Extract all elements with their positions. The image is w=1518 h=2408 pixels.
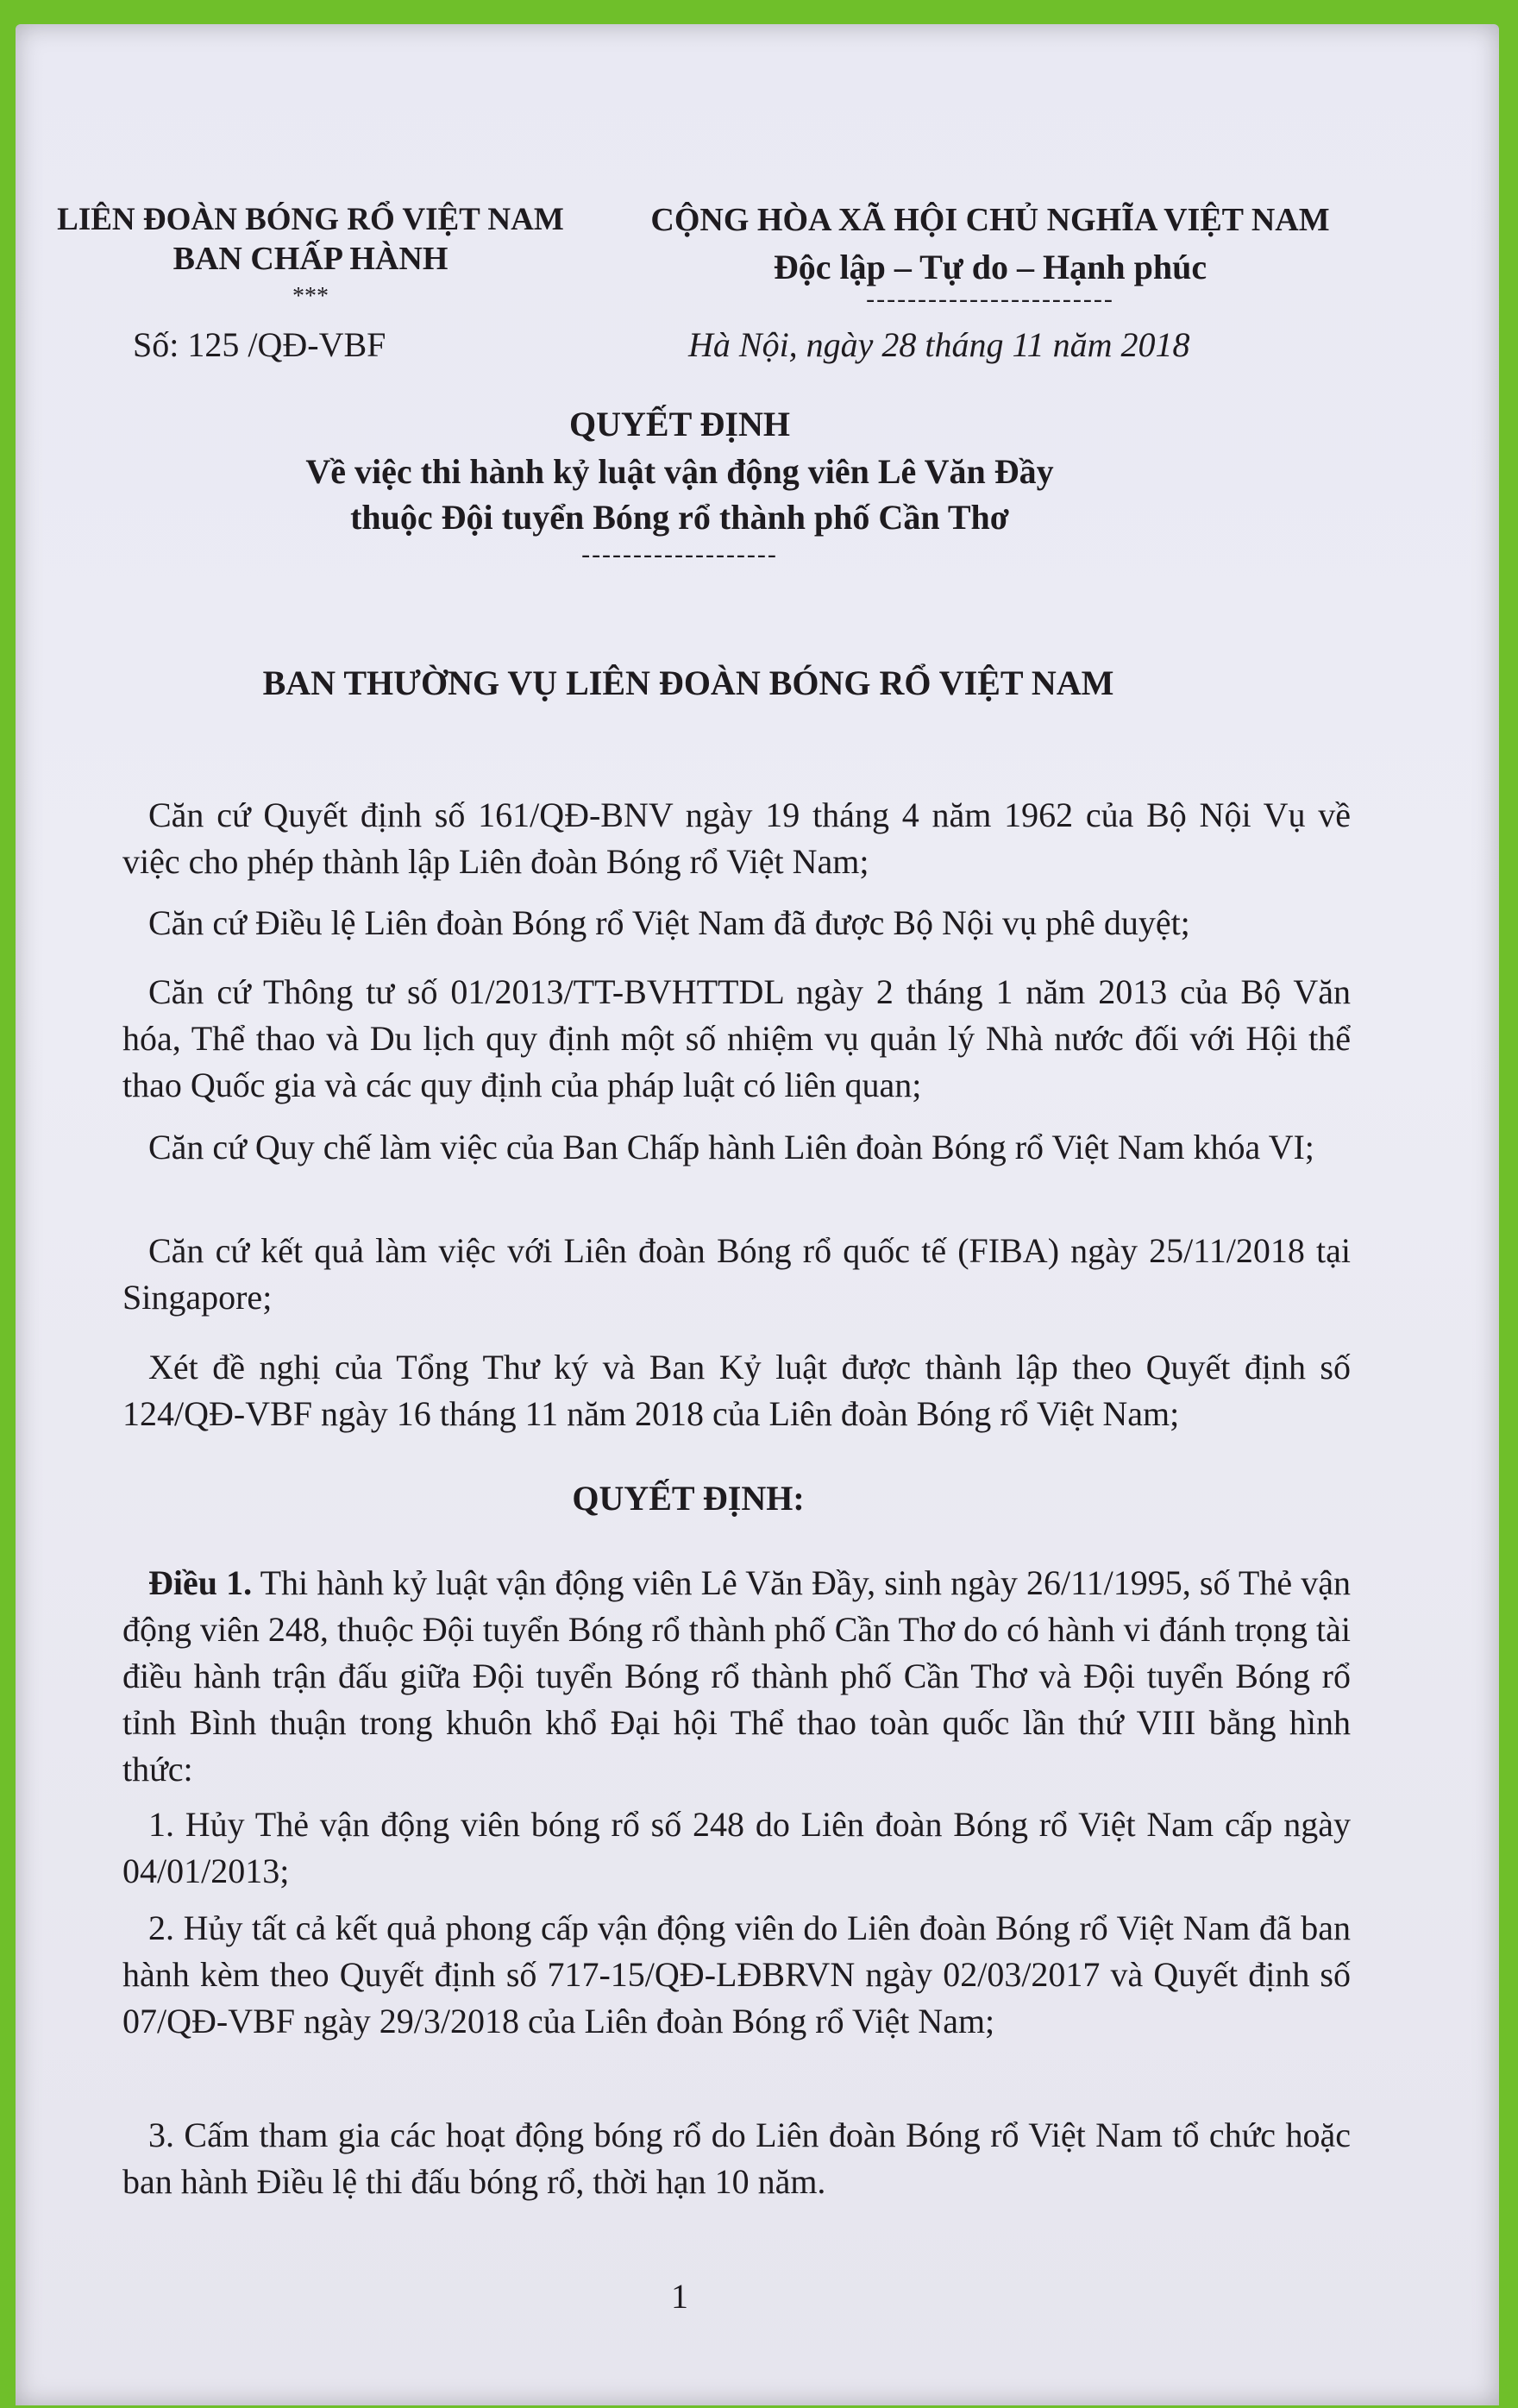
org-subunit: BAN CHẤP HÀNH [172,241,448,277]
motto-underline: ------------------------ [866,285,1114,313]
preamble-clause: Căn cứ Quyết định số 161/QĐ-BNV ngày 19 tháng 4 năm 1962 của Bộ Nội Vụ về việc cho phép thành lập Liên đoàn Bóng rổ Việt Nam; [122,795,1351,881]
article-1-item: 2. Hủy tất cả kết quả phong cấp vận động viên do Liên đoàn Bóng rổ Việt Nam đã ban hành kèm theo Quyết định số 717-15/QĐ-LĐBRVN ngày 02/03/2017 và Quyết định số 07/QĐ-VBF ngày 29/3/2018 của Liên đoàn Bóng rổ Việt Nam; [122,1908,1351,2040]
article-1-label: Điều 1. [148,1563,253,1602]
article-1-item: 3. Cấm tham gia các hoạt động bóng rổ do Liên đoàn Bóng rổ Việt Nam tổ chức hoặc ban hành Điều lệ thi đấu bóng rổ, thời hạn 10 năm. [122,2116,1351,2201]
preamble-clause: Căn cứ kết quả làm việc với Liên đoàn Bóng rổ quốc tế (FIBA) ngày 25/11/2018 tại Singapore; [122,1231,1351,1317]
preamble-clause: Xét đề nghị của Tổng Thư ký và Ban Kỷ luật được thành lập theo Quyết định số 124/QĐ-VBF ngày 16 tháng 11 năm 2018 của Liên đoàn Bóng rổ Việt Nam; [122,1348,1351,1433]
issuing-authority: BAN THƯỜNG VỤ LIÊN ĐOÀN BÓNG RỔ VIỆT NAM [262,663,1114,702]
title-subject-line-2: thuộc Đội tuyển Bóng rổ thành phố Cần Thơ [350,498,1009,537]
stars-divider: *** [292,283,329,310]
decision-heading: QUYẾT ĐỊNH: [572,1479,805,1518]
issue-date: Hà Nội, ngày 28 tháng 11 năm 2018 [688,325,1190,364]
article-1 [122,1560,1351,1793]
title-underline: ------------------- [581,540,778,569]
preamble-clause: Căn cứ Quy chế làm việc của Ban Chấp hành Liên đoàn Bóng rổ Việt Nam khóa VI; [148,1128,1314,1166]
org-name: LIÊN ĐOÀN BÓNG RỔ VIỆT NAM [57,202,564,237]
nation-title: CỘNG HÒA XÃ HỘI CHỦ NGHĨA VIỆT NAM [650,202,1330,238]
national-motto: Độc lập – Tự do – Hạnh phúc [773,248,1208,286]
document-title: QUYẾT ĐỊNH [569,405,790,443]
document-page [16,24,1499,2405]
preamble-clause: Căn cứ Thông tư số 01/2013/TT-BVHTTDL ngày 2 tháng 1 năm 2013 của Bộ Văn hóa, Thể thao và Du lịch quy định một số nhiệm vụ quản lý Nhà nước đối với Hội thể thao Quốc gia và các quy định của pháp luật có liên quan; [122,972,1351,1104]
article-1-item: 1. Hủy Thẻ vận động viên bóng rổ số 248 do Liên đoàn Bóng rổ Việt Nam cấp ngày 04/01/2013; [122,1805,1351,1890]
preamble-clause: Căn cứ Điều lệ Liên đoàn Bóng rổ Việt Nam đã được Bộ Nội vụ phê duyệt; [148,903,1190,942]
title-subject-line-1: Về việc thi hành kỷ luật vận động viên Lê Văn Đầy [305,452,1054,491]
article-1-text: Thi hành kỷ luật vận động viên Lê Văn Đầy, sinh ngày 26/11/1995, số Thẻ vận động viên 248, thuộc Đội tuyển Bóng rổ thành phố Cần Thơ do có hành vi đánh trọng tài điều hành trận đấu giữa Đội tuyển Bóng rổ thành phố Cần Thơ và Đội tuyển Bóng rổ tỉnh Bình thuận trong khuôn khổ Đại hội Thể thao toàn quốc lần thứ VIII bằng hình thức: [122,1563,1352,1789]
document-number: Số: 125 /QĐ-VBF [133,325,386,364]
page-number: 1 [671,2277,688,2316]
